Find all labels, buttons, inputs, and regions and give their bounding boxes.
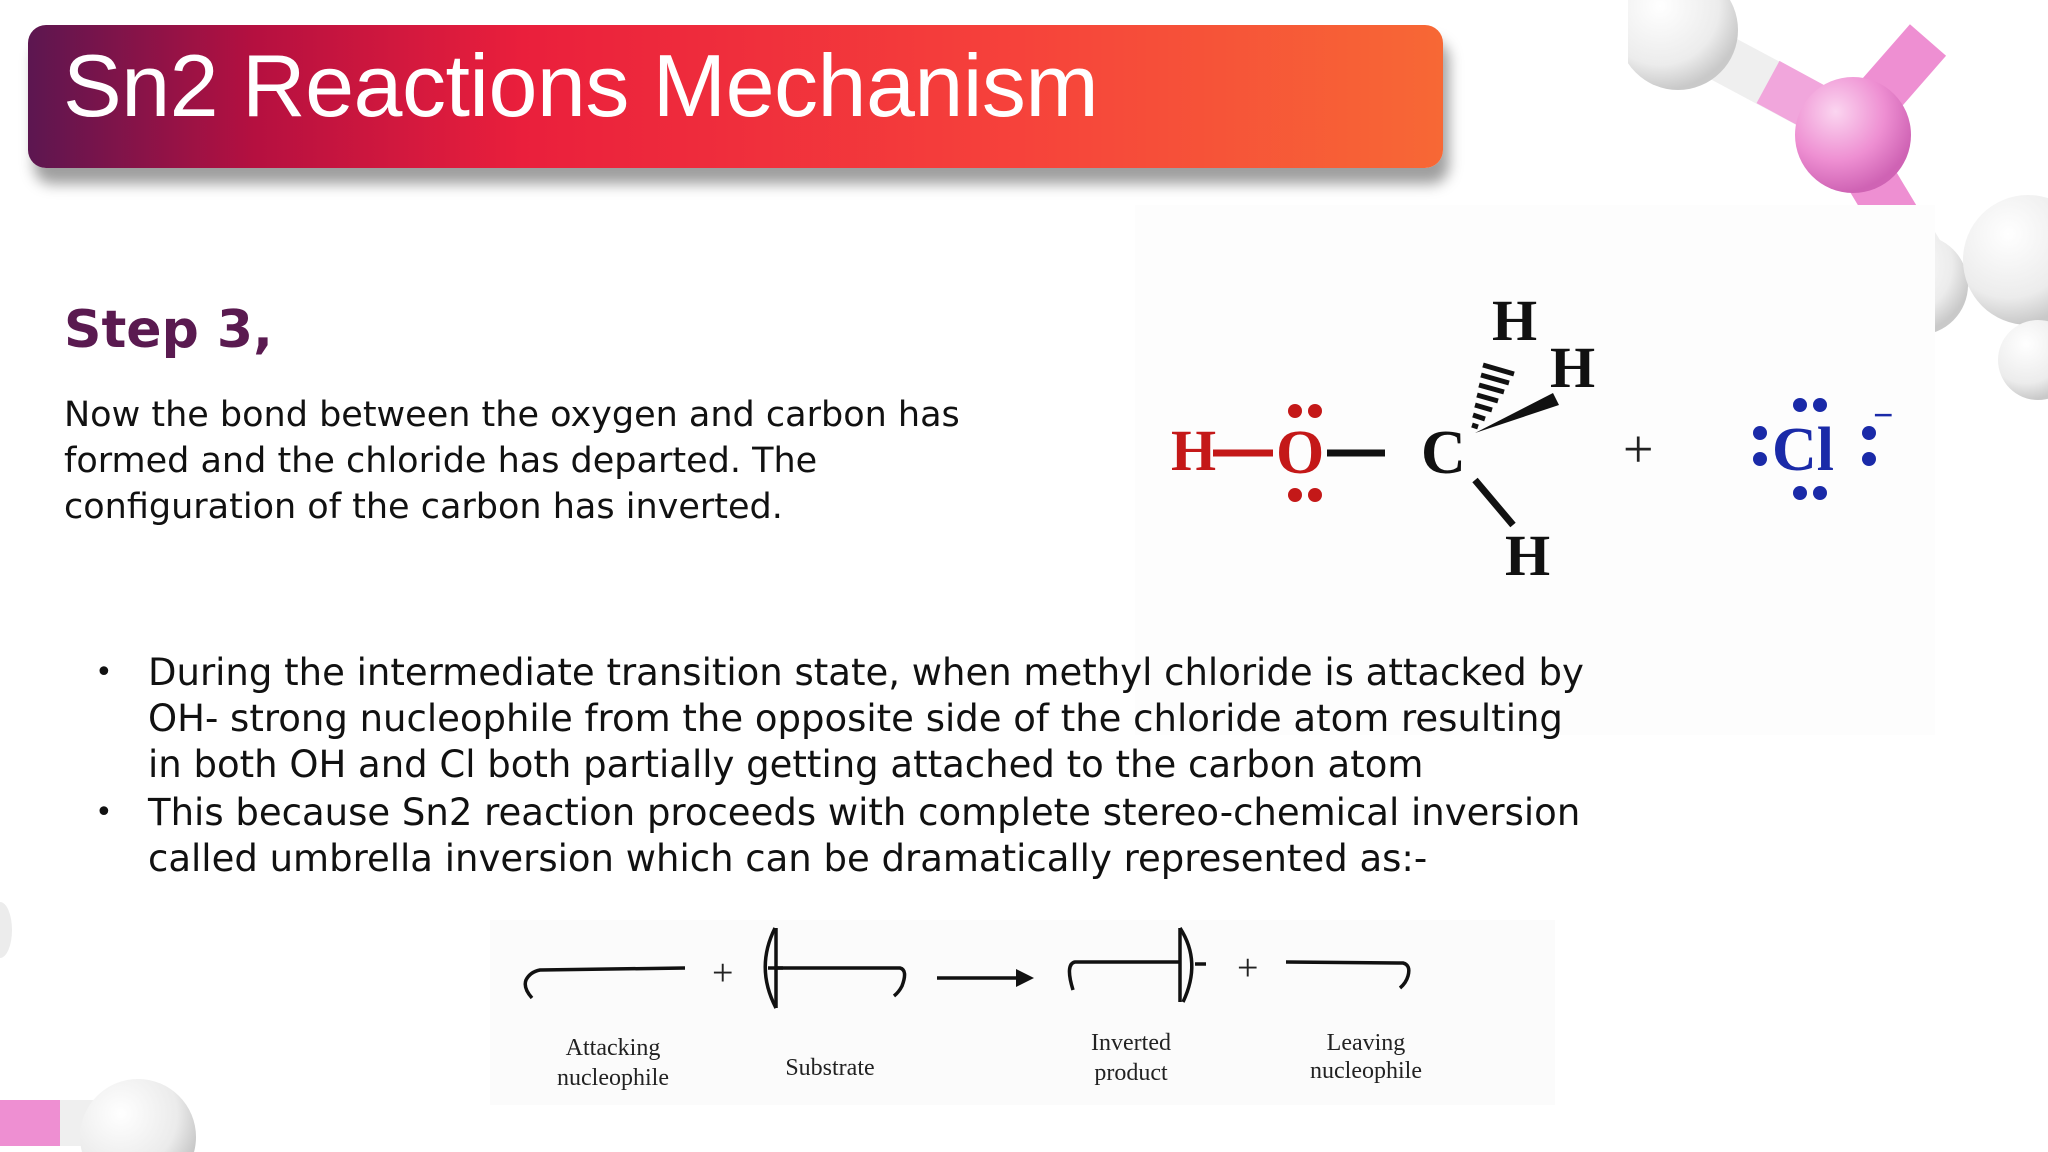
page-title: Sn2 Reactions Mechanism [63,36,1099,135]
atom-c: C [1421,419,1466,487]
list-item [95,790,1595,882]
bullet-marker: • [95,655,113,690]
bullet-text: During the intermediate transition state, when methyl chloride is attacked by OH- strong nucleophile from the opposite side of the chloride atom resulting in both OH and Cl both partially getting attached to the carbon atom [148,651,1584,786]
label-substrate: Substrate [785,1055,875,1081]
step-description: Now the bond between the oxygen and carbon has formed and the chloride has departed. The configuration of the carbon has inverted. [64,395,960,527]
bullet-marker: • [95,795,113,830]
atom-h-left: H [1171,418,1217,483]
explanation-bullet-list [95,650,1595,884]
attacking-nucleophile-shape [525,968,685,998]
reaction-arrow-head [1016,969,1034,987]
oxygen-lone-pair-top [1288,404,1322,418]
methanol-chloride-figure [1135,205,1935,605]
chloride-symbol: Cl [1772,416,1834,484]
plus-sign-1: + [712,952,734,994]
substrate-arm-shape [776,968,905,996]
label-inverted-line2: product [1094,1060,1168,1086]
label-leaving-line2: nucleophile [1310,1058,1422,1084]
inverted-product-shape [1069,962,1180,990]
molecule-atom-white-right [1963,195,2048,325]
label-attacking-line1: Attacking [565,1035,661,1061]
bullet-text: This because Sn2 reaction proceeds with complete stereo-chemical inversion called umbrella inversion which can be dramatically represented as:- [148,791,1581,880]
plus-sign: + [1623,419,1654,479]
molecule-atom-pink-center [1795,77,1911,193]
inverted-product-cap [1180,928,1192,1002]
plus-sign-2: + [1237,947,1259,989]
molecule-atom-white-far-right [1998,320,2048,400]
atom-h-bottom: H [1505,523,1551,588]
bond-c-h-bottom [1475,480,1513,525]
label-leaving-line1: Leaving [1326,1030,1406,1056]
atom-h-right: H [1550,335,1596,400]
label-attacking-line2: nucleophile [557,1065,669,1091]
molecule-decoration-left-edge [0,900,14,960]
list-item [95,650,1595,788]
atom-o: O [1276,419,1325,487]
leaving-nucleophile-shape [1286,962,1409,988]
atom-h-top: H [1492,288,1538,353]
chloride-charge: − [1873,395,1894,435]
molecule-decoration-bottom-left [0,1022,210,1152]
step-heading: Step 3, [64,300,273,360]
label-inverted-line1: Inverted [1091,1030,1171,1056]
umbrella-inversion-diagram [490,920,1555,1105]
oxygen-lone-pair-bottom [1288,488,1322,502]
